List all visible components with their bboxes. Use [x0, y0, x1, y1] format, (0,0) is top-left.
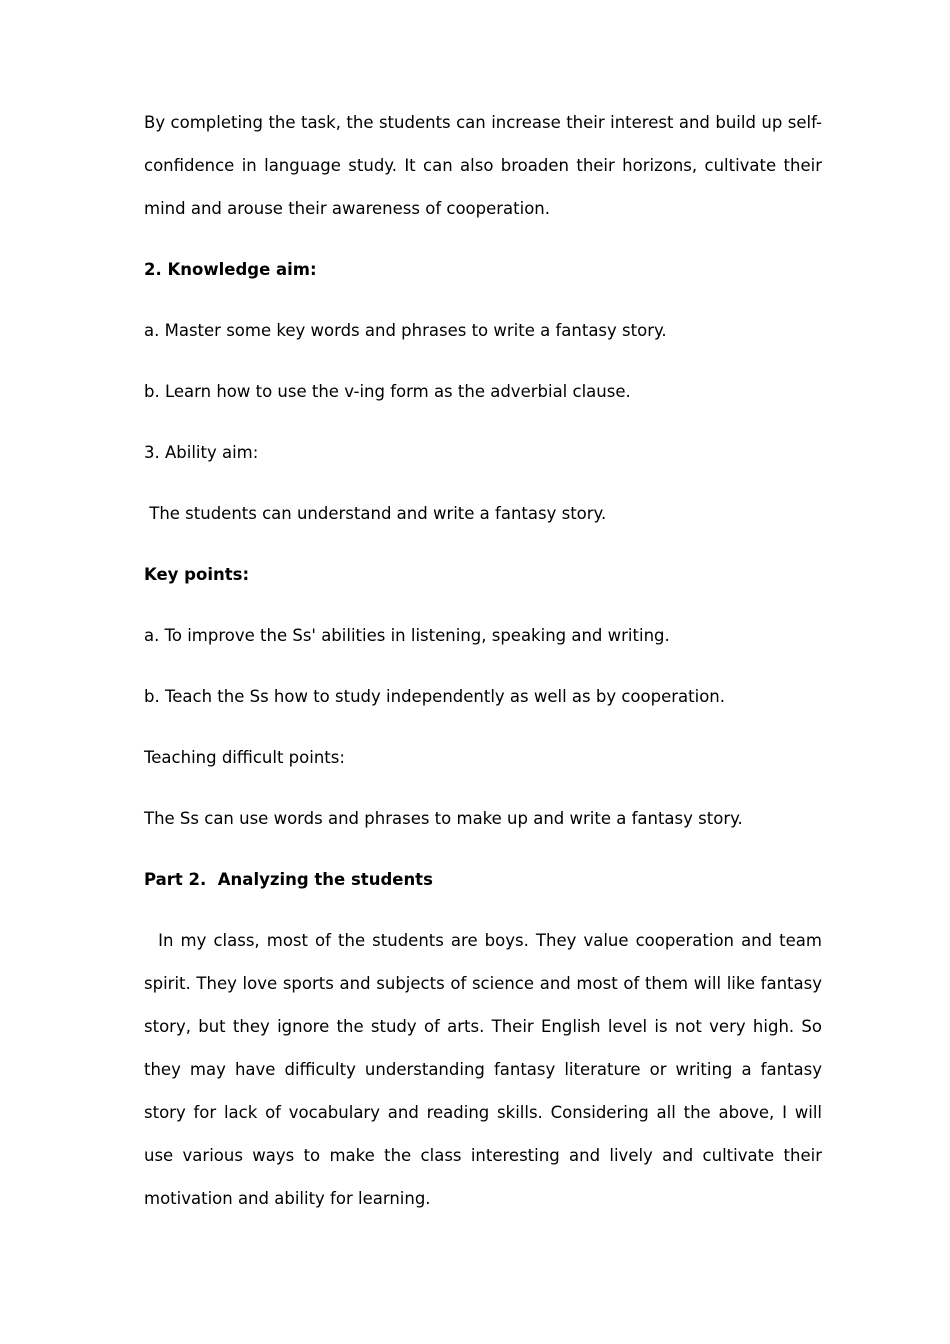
- difficult-points-heading: Teaching difficult points:: [144, 748, 345, 767]
- key-points-heading: Key points:: [144, 565, 250, 584]
- part2-paragraph: In my class, most of the students are boys. They value cooperation and team spirit. They love sports and subjects of science and most of them will like fantasy story, but they ignore the study of arts. Their English level is not very high. So they may have difficulty understanding fantasy literature or writing a fantasy story for lack of vocabulary and reading skills. Considering all the above, I will use various ways to make the class interesting and lively and cultivate their motivation and ability for learning.: [144, 931, 828, 1208]
- knowledge-aim-item-a: a. Master some key words and phrases to write a fantasy story.: [144, 321, 667, 340]
- key-point-item-b: b. Teach the Ss how to study independently as well as by cooperation.: [144, 687, 725, 706]
- knowledge-aim-item-b: b. Learn how to use the v-ing form as the adverbial clause.: [144, 382, 631, 401]
- intro-paragraph: By completing the task, the students can increase their interest and build up self-confidence in language study. It can also broaden their horizons, cultivate their mind and arouse their awareness of cooperation.: [144, 113, 822, 218]
- part2-heading: Part 2. Analyzing the students: [144, 870, 433, 889]
- knowledge-aim-heading: 2. Knowledge aim:: [144, 260, 317, 279]
- ability-aim-text: The students can understand and write a fantasy story.: [144, 504, 607, 523]
- ability-aim-heading: 3. Ability aim:: [144, 443, 259, 462]
- difficult-points-text: The Ss can use words and phrases to make up and write a fantasy story.: [144, 809, 743, 828]
- key-point-item-a: a. To improve the Ss' abilities in listening, speaking and writing.: [144, 626, 670, 645]
- document-body: [144, 101, 828, 1220]
